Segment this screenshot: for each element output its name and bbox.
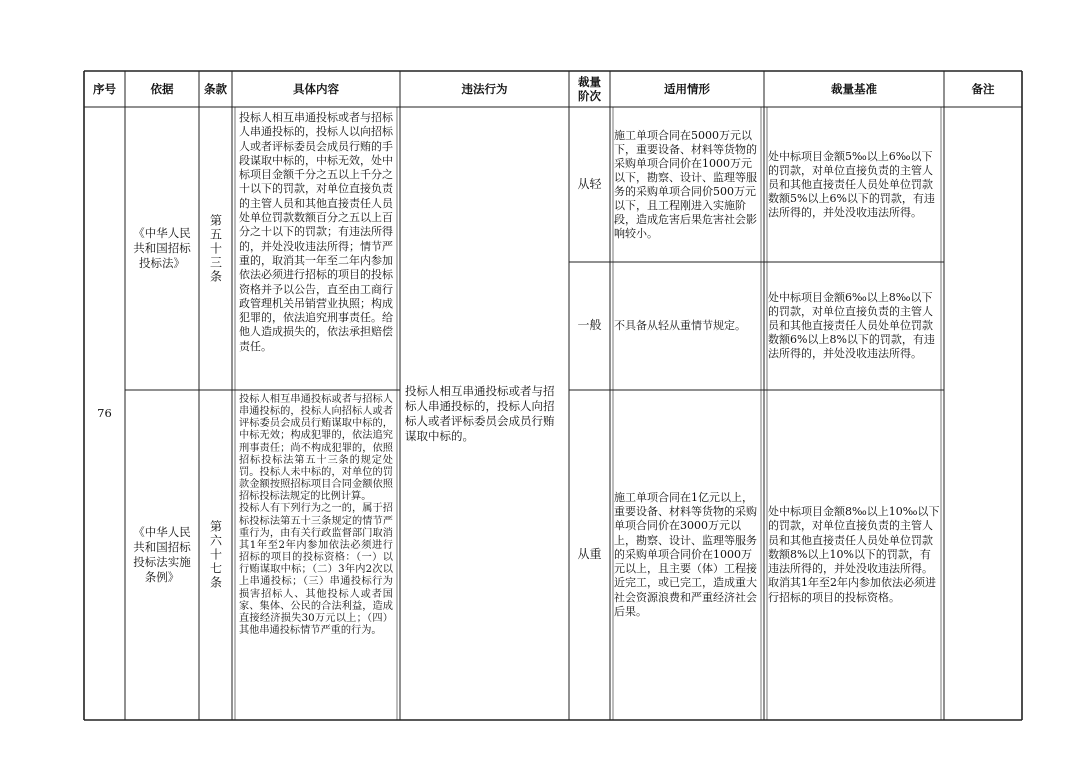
- basis-law: 《中华人民共和国招标投标法》: [133, 226, 191, 270]
- standard-light-text: 处中标项目金额5‰以上6‰以下的罚款，对单位直接负责的主管人员和其他直接责任人员处单位罚款数额5%以上6%以下的罚款，有违法所得的，并处没收违法所得。: [768, 149, 935, 219]
- article-53: [199, 107, 232, 390]
- content-regulation: 投标人相互串通投标或者与招标人串通投标的，投标人向招标人或者评标委员会成员行贿谋取中标的，中标无效；构成犯罪的，依法追究刑事责任；尚不构成犯罪的，依照招标投标法第五十三条的规定处罚。投标人未中标的，对单位的罚款金额按照招标项目合同金额依照招标投标法规定的比例计算。 投标人有下列行为之一的，属于招标投标法第五十三条规定的情节严重行为，由有关行政监督部门取消其1年至2年内参加依法必须进行招标的项目的投标资格：（一）以行贿谋取中标；（二）3年内2次以上串通投标；（三）串通投标行为损害招标人、其他投标人或者国家、集体、公民的合法利益，造成直接经济损失30万元以上；（四）其他串通投标情节严重的行为。: [239, 394, 393, 636]
- situation-light: [614, 107, 761, 262]
- header-article: 条款: [204, 82, 227, 96]
- level-heavy: 从重: [577, 547, 602, 562]
- situation-heavy-text: 施工单项合同在1亿元以上，重要设备、材料等货物的采购单项合同价在3000万元以上，勘察、设计、监理等服务的采购单项合同价在1000万元以上，且主要（体）工程接近完工，或已完工，造成重大社会资源浪费和严重经济社会后果。: [614, 490, 757, 619]
- standard-heavy-text: 处中标项目金额8‰以上10‰以下的罚款，对单位直接负责的主管人员和其他直接责任人员处单位罚款数额8%以上10%以下的罚款，有违法所得的，并处没收违法所得。取消其1年至2年内参加依法必须进行招标的项目的投标资格。: [768, 504, 940, 604]
- level-light: 从轻: [577, 176, 602, 191]
- article-53-label: 第五十三条: [208, 213, 223, 284]
- situation-light-text: 施工单项合同在5000万元以下，重要设备、材料等货物的采购单项合同价在1000万元以下，勘察、设计、监理等服务的采购单项合同价500万元以下，且工程刚进入实施阶段，造成危害后果危害社会影响较小。: [614, 128, 757, 240]
- article-67-label: 第六十七条: [208, 520, 223, 590]
- violation-text: [402, 107, 568, 720]
- standard-normal: [768, 262, 940, 390]
- header-content: 具体内容: [293, 82, 339, 96]
- situation-heavy: [614, 390, 761, 720]
- situation-normal-text: 不具备从轻从重情节规定。: [614, 319, 746, 332]
- violation-label: 投标人相互串通投标或者与招标人串通投标的，投标人向招标人或者评标委员会成员行贿谋取中标的。: [405, 383, 555, 443]
- standard-normal-text: 处中标项目金额6‰以上8‰以下的罚款，对单位直接负责的主管人员和其他直接责任人员处单位罚款数额6%以上8%以下的罚款，有违法所得的，并处没收违法所得。: [768, 291, 935, 360]
- level-normal: 一般: [577, 318, 602, 333]
- header-level: 裁量 阶次: [578, 75, 601, 103]
- row-number: 76: [97, 405, 112, 420]
- standard-heavy: [768, 390, 940, 720]
- basis-regulation: 《中华人民共和国招标投标法实施条例》: [133, 525, 191, 584]
- situation-normal: [614, 262, 761, 390]
- article-67: [199, 390, 232, 720]
- content-law: 投标人相互串通投标或者与招标人串通投标的，投标人以向招标人或者评标委员会成员行贿的手段谋取中标的，中标无效，处中标项目金额千分之五以上千分之十以下的罚款，对单位直接负责的主管人员和其他直接责任人员处单位罚款数额百分之五以上百分之十以下的罚款；有违法所得的，并处没收违法所得；情节严重的，取消其一年至二年内参加依法必须进行招标的项目的投标资格并予以公告，直至由工商行政管理机关吊销营业执照；构成犯罪的，依法追究刑事责任。给他人造成损失的，依法承担赔偿责任。: [239, 111, 393, 353]
- header-basis: 依据: [150, 82, 174, 96]
- header-situation: 适用情形: [664, 82, 710, 96]
- standard-light: [768, 107, 940, 262]
- header-standard: 裁量基准: [831, 82, 877, 96]
- header-violation: 违法行为: [461, 82, 508, 96]
- remark-cell: [944, 107, 1022, 720]
- header-remark: 备注: [971, 82, 995, 96]
- header-no: 序号: [93, 82, 116, 96]
